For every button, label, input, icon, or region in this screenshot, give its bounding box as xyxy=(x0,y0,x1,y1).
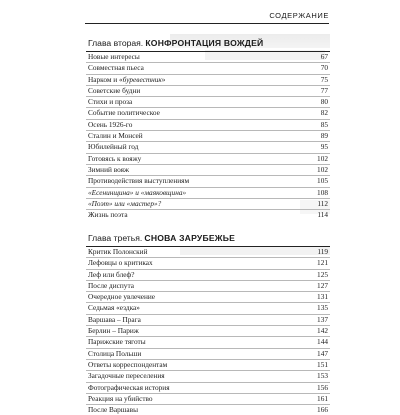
chapter-title: КОНФРОНТАЦИЯ ВОЖДЕЙ xyxy=(145,38,264,48)
toc-entry[interactable] xyxy=(86,142,330,153)
toc-entry-page: 147 xyxy=(317,348,328,358)
chapter-label: Глава третья. xyxy=(88,233,143,243)
toc-entry-title-part: Нарком и « xyxy=(88,74,123,84)
toc-entry-page: 75 xyxy=(320,74,328,84)
toc-entry[interactable] xyxy=(86,52,330,63)
toc-entry[interactable] xyxy=(86,281,330,292)
toc-entry-title: Новые интересы xyxy=(88,52,140,61)
running-head-text: СОДЕРЖАНИЕ xyxy=(269,11,329,20)
toc-entry[interactable] xyxy=(86,315,330,326)
toc-entry[interactable] xyxy=(86,97,330,108)
toc-entry-page: 151 xyxy=(317,359,328,369)
toc-entry-title: Столица Польши xyxy=(88,348,142,358)
toc-entry[interactable] xyxy=(86,86,330,97)
toc-entry-page: 119 xyxy=(317,247,328,256)
toc-entry-page: 161 xyxy=(317,393,328,403)
toc-entry-page: 166 xyxy=(317,405,328,415)
toc-entry-page: 105 xyxy=(317,176,328,186)
toc-entry-page: 127 xyxy=(317,280,328,290)
toc-entry[interactable] xyxy=(86,165,330,176)
toc-entry-page: 142 xyxy=(317,326,328,336)
toc-list xyxy=(86,247,330,415)
toc-entry-page: 144 xyxy=(317,337,328,347)
toc-entry-title: Очередное увлечение xyxy=(88,292,156,302)
toc-entry-title: Стихи и проза xyxy=(88,97,133,107)
toc-entry-title: Реакция на убийство xyxy=(88,393,153,403)
toc-entry-title: Загадочные переселения xyxy=(88,371,165,381)
toc-list xyxy=(86,52,330,220)
toc-entry-page: 156 xyxy=(317,382,328,392)
chapter-heading xyxy=(88,232,328,244)
toc-entry[interactable] xyxy=(86,176,330,187)
toc-entry-title: Лефовцы о критиках xyxy=(88,258,153,268)
toc-entry[interactable] xyxy=(86,188,330,199)
chapter-heading xyxy=(88,37,328,49)
toc-entry-page: 89 xyxy=(320,131,328,141)
toc-entry-page: 114 xyxy=(317,210,328,220)
toc-entry-title: Сталин и Монсей xyxy=(88,131,143,141)
toc-entry-title: Фотографическая история xyxy=(88,382,170,392)
toc-entry[interactable] xyxy=(86,360,330,371)
toc-entry[interactable] xyxy=(86,383,330,394)
toc-entry[interactable] xyxy=(86,210,330,220)
toc-entry[interactable] xyxy=(86,292,330,303)
toc-entry-title-italic: буревестник xyxy=(122,74,162,84)
toc-entry[interactable] xyxy=(86,349,330,360)
toc-entry-page: 153 xyxy=(317,371,328,381)
chapter-label: Глава вторая. xyxy=(88,38,144,48)
toc-entry-title: Ответы корреспондентам xyxy=(88,359,168,369)
toc-entry-title-part: » xyxy=(161,74,166,84)
toc-entry-title: Совместная пьеса xyxy=(88,63,144,73)
toc-entry-page: 125 xyxy=(317,269,328,279)
toc-entry-title: Критик Полонский xyxy=(88,247,148,256)
toc-entry-title: Событие политическое xyxy=(88,108,160,118)
toc-entry-title xyxy=(88,75,165,85)
toc-entry[interactable] xyxy=(86,326,330,337)
toc-entry-page: 80 xyxy=(320,97,328,107)
toc-entry-page: 85 xyxy=(320,119,328,129)
toc-entry-title: Седьмая «ездка» xyxy=(88,303,140,313)
toc-entry[interactable] xyxy=(86,303,330,314)
toc-entry[interactable] xyxy=(86,120,330,131)
toc-entry-title: После диспута xyxy=(88,280,134,290)
toc-entry-page: 102 xyxy=(317,164,328,174)
toc-entry-page: 131 xyxy=(317,292,328,302)
toc-entry[interactable] xyxy=(86,154,330,165)
toc-entry-title: Юбилейный год xyxy=(88,142,139,152)
toc-entry-page: 121 xyxy=(317,258,328,268)
toc-entry-page: 70 xyxy=(320,63,328,73)
toc-entry-title: Готовясь к вояжу xyxy=(88,153,142,163)
toc-entry-title-italic: «Есенинщина» и «маяковщина» xyxy=(88,187,187,197)
toc-entry[interactable] xyxy=(86,258,330,269)
toc-entry[interactable] xyxy=(86,131,330,142)
toc-entry[interactable] xyxy=(86,270,330,281)
toc-entry-title: Варшава – Прага xyxy=(88,314,141,324)
toc-entry-title-italic: «Поэт» или «мастер»? xyxy=(88,198,162,208)
toc-entry-title: Берлин – Париж xyxy=(88,326,139,336)
toc-entry[interactable] xyxy=(86,405,330,415)
toc-entry[interactable] xyxy=(86,371,330,382)
toc-entry-page: 95 xyxy=(320,142,328,152)
toc-entry[interactable] xyxy=(86,75,330,86)
toc-entry-title: Жизнь поэта xyxy=(88,210,128,220)
toc-entry-title xyxy=(88,199,161,209)
toc-entry-title: Советские будни xyxy=(88,85,141,95)
toc-entry-page: 82 xyxy=(320,108,328,118)
toc-entry-title xyxy=(88,188,186,198)
running-head xyxy=(85,10,329,24)
toc-entry-title: Осень 1926-го xyxy=(88,119,133,129)
toc-entry[interactable] xyxy=(86,63,330,74)
toc-entry-page: 108 xyxy=(317,187,328,197)
toc-entry-title: Зимний вояж xyxy=(88,164,130,174)
toc-entry-page: 137 xyxy=(317,314,328,324)
chapter-title: СНОВА ЗАРУБЕЖЬЕ xyxy=(144,233,236,243)
toc-entry-page: 102 xyxy=(317,153,328,163)
toc-entry-title: Леф или блеф? xyxy=(88,269,135,279)
toc-entry-title: После Варшавы xyxy=(88,405,139,415)
toc-entry[interactable] xyxy=(86,199,330,210)
toc-entry-page: 112 xyxy=(317,198,328,208)
toc-entry[interactable] xyxy=(86,337,330,348)
toc-entry[interactable] xyxy=(86,108,330,119)
toc-entry-title: Противодействия выступлениям xyxy=(88,176,190,186)
toc-entry-page: 67 xyxy=(320,52,328,61)
toc-entry-page: 135 xyxy=(317,303,328,313)
toc-entry-title: Парижские тяготы xyxy=(88,337,146,347)
toc-entry-page: 77 xyxy=(320,85,328,95)
toc-entry[interactable] xyxy=(86,247,330,258)
